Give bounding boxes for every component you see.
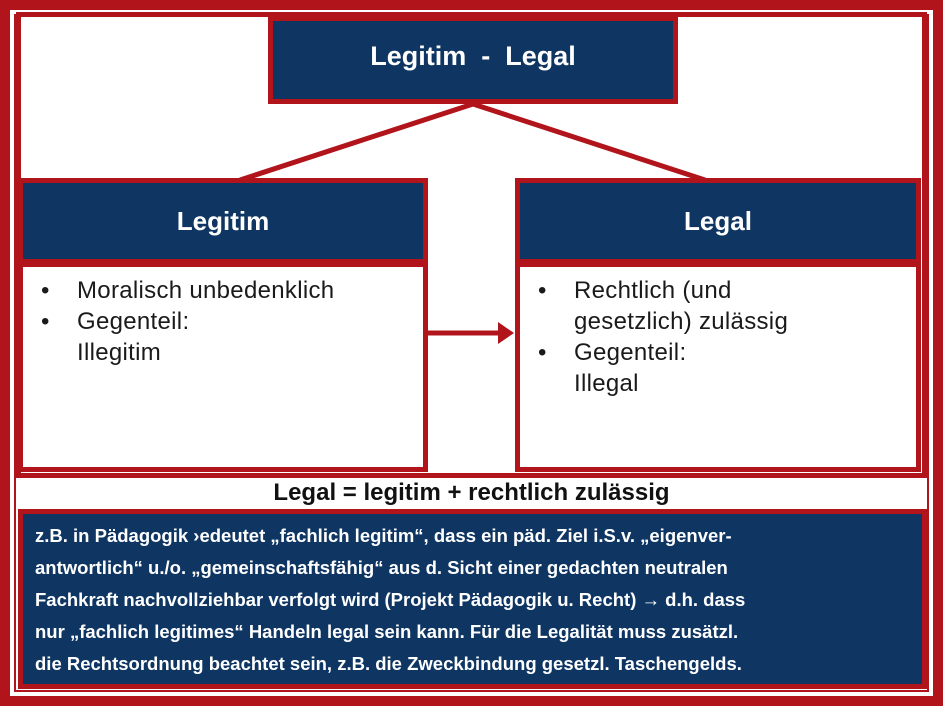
title-text: Legitim - Legal bbox=[370, 41, 576, 71]
bullet-icon: • bbox=[41, 277, 50, 304]
legal-content bbox=[515, 262, 921, 472]
list-item: • Rechtlich (und gesetzlich) zulässig bbox=[538, 277, 789, 335]
bullet-icon: • bbox=[41, 308, 50, 335]
list-item: • Gegenteil: Illegitim bbox=[41, 308, 190, 366]
explanation-box bbox=[18, 509, 927, 689]
legitim-header-text: Legitim bbox=[176, 205, 270, 236]
list-item: • Moralisch unbedenklich bbox=[41, 277, 335, 304]
bullet-icon: • bbox=[538, 277, 547, 304]
explanation-line: antwortlich“ u./o. „gemeinschaftsfähig“ aus d. Sicht einer gedachten neutralen bbox=[35, 557, 728, 578]
connector-right bbox=[473, 104, 705, 180]
arrow-head-icon bbox=[498, 322, 514, 344]
legitim-header bbox=[18, 178, 428, 264]
title-box bbox=[268, 16, 678, 104]
explanation-line: nur „fachlich legitimes“ Handeln legal sein kann. Für die Legalität muss zusätzl. bbox=[35, 621, 739, 642]
legitim-bullet-list bbox=[23, 267, 423, 368]
bullet-icon: • bbox=[538, 339, 547, 366]
explanation-line: z.B. in Pädagogik ›edeutet „fachlich legitim“, dass ein päd. Ziel i.S.v. „eigenver- bbox=[35, 525, 732, 546]
formula-caption: Legal = legitim + rechtlich zulässig bbox=[273, 479, 670, 506]
connector-left bbox=[240, 104, 473, 180]
explanation-line: Fachkraft nachvollziehbar verfolgt wird (Projekt Pädagogik u. Recht) → d.h. dass bbox=[35, 589, 746, 610]
explanation-line: die Rechtsordnung beachtet sein, z.B. die Zweckbindung gesetzl. Taschengelds. bbox=[35, 653, 742, 674]
legitim-content bbox=[18, 262, 428, 472]
legal-header-text: Legal bbox=[684, 205, 752, 236]
legal-bullet-list bbox=[520, 267, 916, 399]
list-item: • Gegenteil: Illegal bbox=[538, 339, 687, 397]
legal-header bbox=[515, 178, 921, 264]
